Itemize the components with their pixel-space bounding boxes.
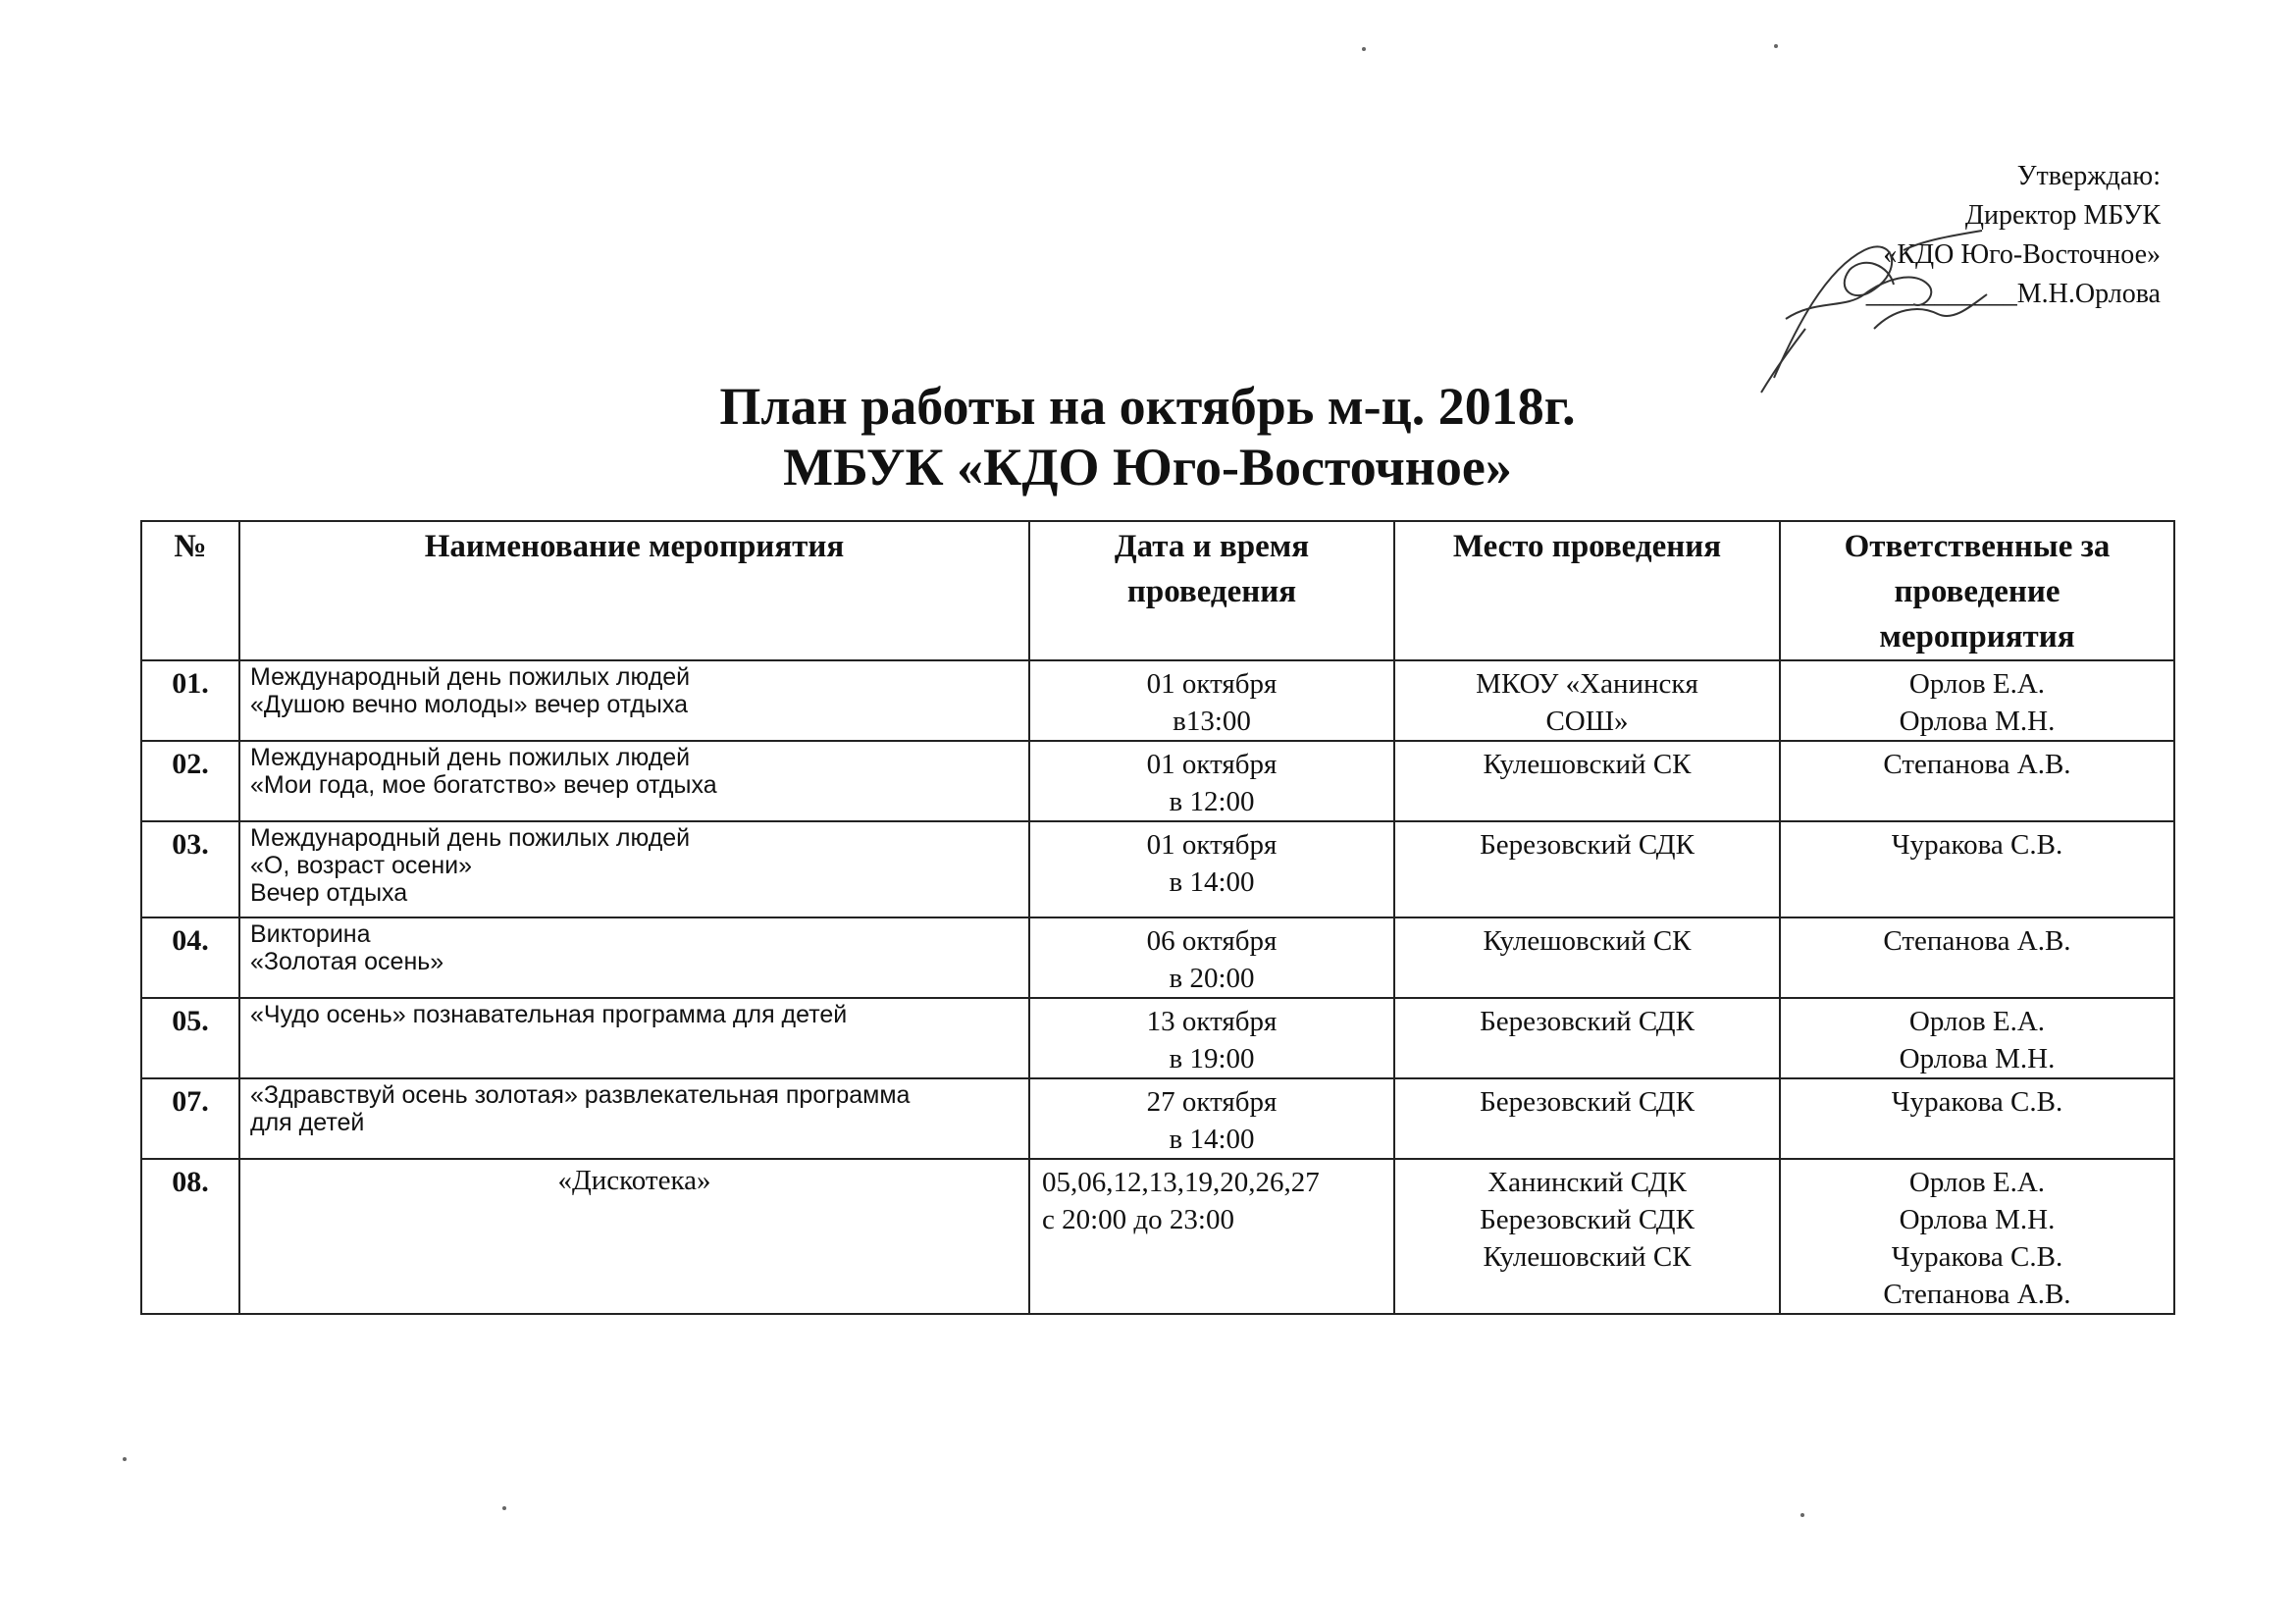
header-event: Наименование мероприятия — [239, 521, 1029, 660]
title-line-2: МБУК «КДО Юго-Восточное» — [783, 438, 1512, 497]
approval-line-org: «КДО Юго-Восточное» — [1883, 239, 2161, 270]
cell-event: Викторина «Золотая осень» — [239, 917, 1029, 998]
cell-place: Кулешовский СК — [1394, 917, 1780, 998]
cell-responsible: Орлов Е.А. Орлова М.Н. Чуракова С.В. Степанова А.В. — [1780, 1159, 2174, 1314]
scan-speck — [1800, 1513, 1804, 1517]
cell-event: Международный день пожилых людей «О, возраст осени» Вечер отдыха — [239, 821, 1029, 917]
cell-number: 04. — [141, 917, 239, 998]
cell-place: МКОУ «Ханинскя СОШ» — [1394, 660, 1780, 741]
scan-speck — [123, 1457, 127, 1461]
cell-number: 02. — [141, 741, 239, 821]
cell-number: 08. — [141, 1159, 239, 1314]
approval-line-position: Директор МБУК — [1964, 200, 2161, 231]
director-name: М.Н.Орлова — [2016, 279, 2161, 309]
cell-date: 27 октября в 14:00 — [1029, 1078, 1394, 1159]
header-place: Место проведения — [1394, 521, 1780, 660]
cell-responsible: Степанова А.В. — [1780, 917, 2174, 998]
header-number: № — [141, 521, 239, 660]
cell-event: Международный день пожилых людей «Мои года, мое богатство» вечер отдыха — [239, 741, 1029, 821]
header-responsible: Ответственные за проведение мероприятия — [1780, 521, 2174, 660]
cell-responsible: Степанова А.В. — [1780, 741, 2174, 821]
cell-event: «Здравствуй осень золотая» развлекательная программа для детей — [239, 1078, 1029, 1159]
cell-number: 01. — [141, 660, 239, 741]
cell-date: 01 октября в 12:00 — [1029, 741, 1394, 821]
title-line-1: План работы на октябрь м-ц. 2018г. — [719, 377, 1576, 436]
cell-responsible: Чуракова С.В. — [1780, 821, 2174, 917]
events-table — [140, 520, 2175, 1315]
table-row — [141, 1078, 2174, 1159]
cell-event: «Дискотека» — [239, 1159, 1029, 1314]
cell-place: Ханинский СДК Березовский СДК Кулешовский СК — [1394, 1159, 1780, 1314]
cell-date: 06 октября в 20:00 — [1029, 917, 1394, 998]
table-row — [141, 998, 2174, 1078]
table-row — [141, 1159, 2174, 1314]
document-title — [0, 376, 2295, 498]
cell-responsible: Чуракова С.В. — [1780, 1078, 2174, 1159]
scan-speck — [1362, 47, 1366, 51]
table-row — [141, 660, 2174, 741]
header-date: Дата и время проведения — [1029, 521, 1394, 660]
scan-speck — [1774, 44, 1778, 48]
cell-date: 05,06,12,13,19,20,26,27 с 20:00 до 23:00 — [1029, 1159, 1394, 1314]
signature-blank: ___________ — [1865, 279, 2017, 309]
table-row — [141, 917, 2174, 998]
scan-speck — [502, 1506, 506, 1510]
cell-date: 01 октября в13:00 — [1029, 660, 1394, 741]
cell-number: 03. — [141, 821, 239, 917]
table-row — [141, 741, 2174, 821]
table-header-row — [141, 521, 2174, 660]
cell-place: Березовский СДК — [1394, 821, 1780, 917]
cell-place: Березовский СДК — [1394, 1078, 1780, 1159]
cell-date: 13 октября в 19:00 — [1029, 998, 1394, 1078]
cell-number: 07. — [141, 1078, 239, 1159]
cell-date: 01 октября в 14:00 — [1029, 821, 1394, 917]
cell-event: Международный день пожилых людей «Душою вечно молоды» вечер отдыха — [239, 660, 1029, 741]
cell-responsible: Орлов Е.А. Орлова М.Н. — [1780, 660, 2174, 741]
cell-place: Кулешовский СК — [1394, 741, 1780, 821]
cell-responsible: Орлов Е.А. Орлова М.Н. — [1780, 998, 2174, 1078]
cell-place: Березовский СДК — [1394, 998, 1780, 1078]
table-row — [141, 821, 2174, 917]
handwritten-signature — [1756, 211, 2011, 397]
cell-event: «Чудо осень» познавательная программа для детей — [239, 998, 1029, 1078]
cell-number: 05. — [141, 998, 239, 1078]
approval-line-approve: Утверждаю: — [2016, 161, 2161, 191]
